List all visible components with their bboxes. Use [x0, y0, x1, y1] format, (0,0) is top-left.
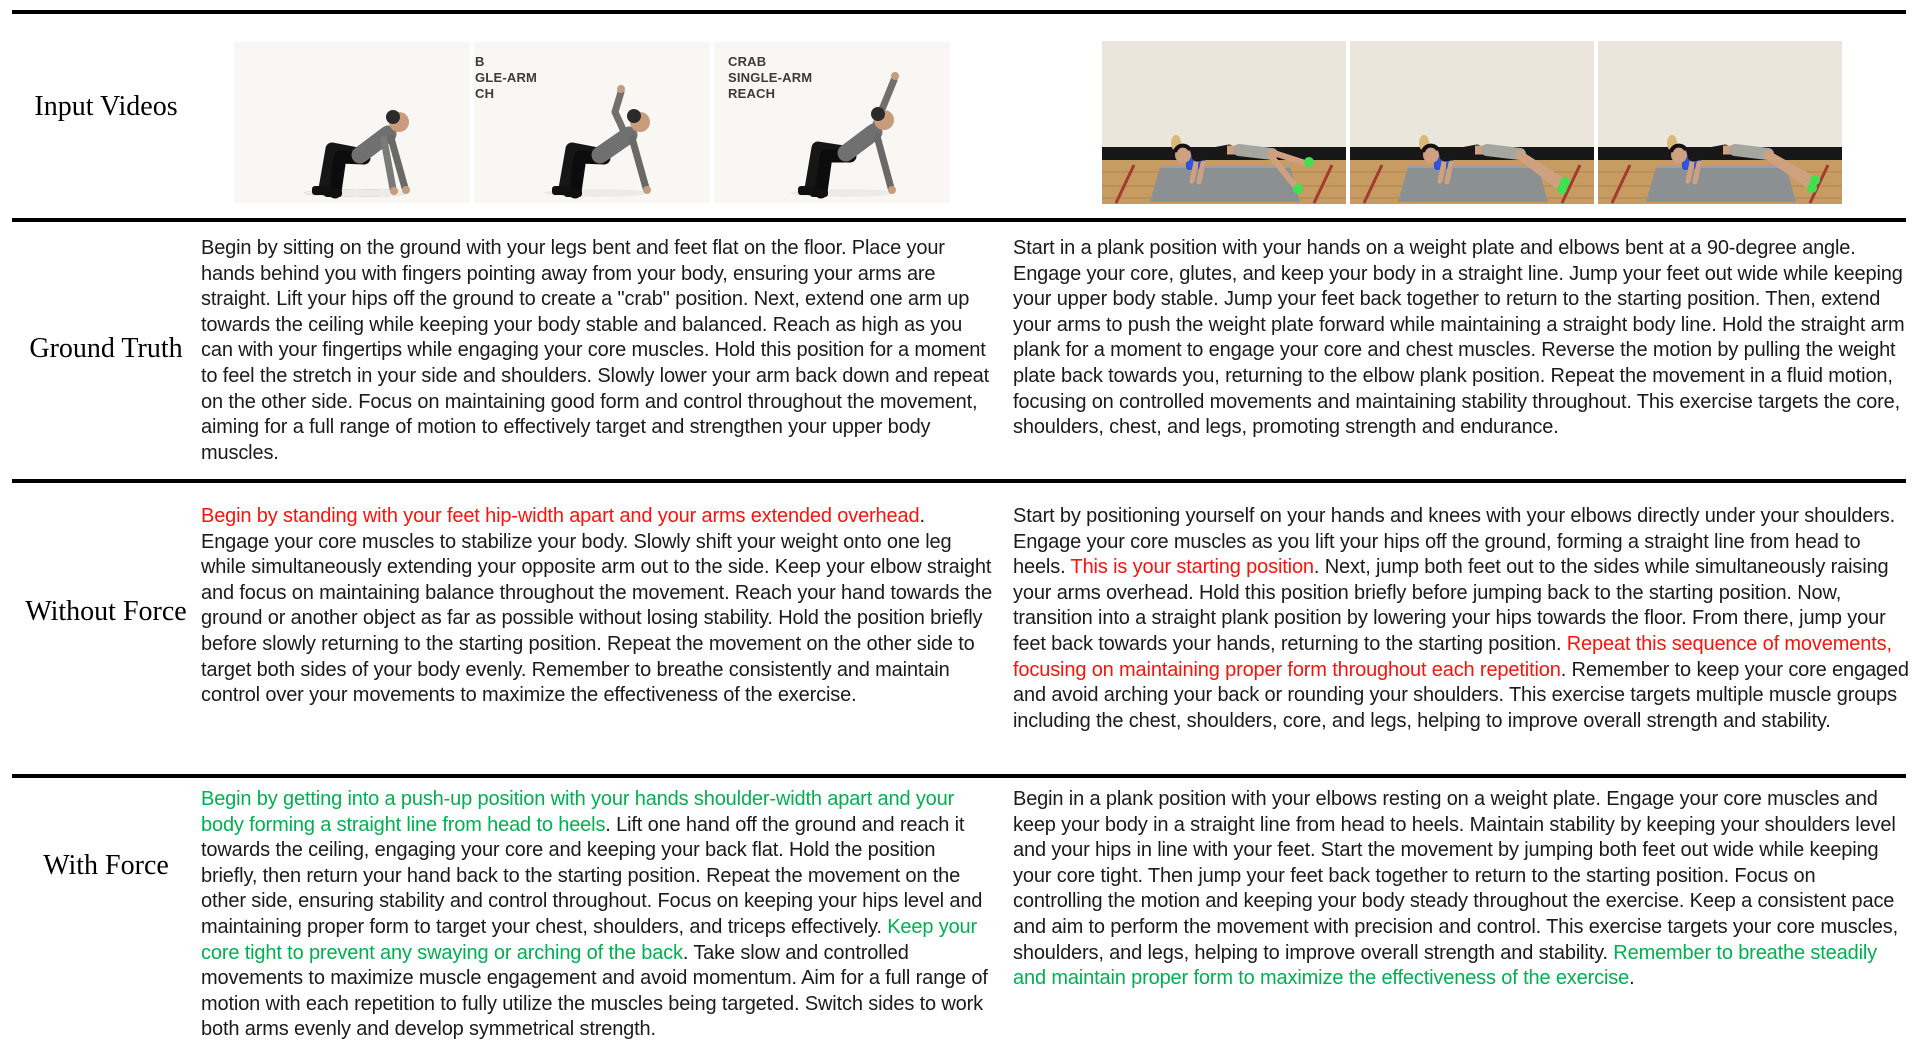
video-frame-label-line: GLE-ARM — [475, 70, 538, 85]
rule-below-ground-truth — [12, 479, 1906, 483]
text-segment: . Next, jump both feet out to the sides while simultaneously raising your arms overhead. Hold this position briefly before jumping back to the starting position. Now, transition into a straight plank position by lowering your hips towards the floor. From there, jump your feet back towards your hands, returning to the starting position. — [1013, 556, 1889, 655]
description-with-force-right — [1013, 787, 1910, 992]
rule-top — [12, 10, 1906, 14]
text-segment: Start in a plank position with your hands on a weight plate and elbows bent at a 90-degree angle. Engage your core, glutes, and keep your body in a straight line. Jump your feet out wide while keeping your upper body stable. Jump your feet back together to return to the starting position. Then, extend your arms to push the weight plate forward while maintaining a straight body line. Hold the straight arm plank for a moment to engage your core and chest muscles. Reverse the motion by pulling the weight plate back towards you, returning to the elbow plank position. Repeat the movement in a fluid motion, focusing on controlled movements and maintaining stability throughout. This exercise targets the core, shoulders, chest, and legs, promoting strength and endurance. — [1013, 237, 1905, 439]
text-segment: . — [1629, 967, 1635, 990]
video-frame-label — [728, 54, 812, 102]
video-frame-label-line: CH — [475, 86, 495, 101]
text-segment: Start by positioning yourself on your hands and knees with your elbows directly under your shoulders. Engage your core muscles as you lift your hips off the ground, forming a straight line from head to heels. — [1013, 505, 1896, 579]
row-label-with-force: With Force — [43, 850, 169, 881]
video-frame-label-line: B — [475, 54, 485, 69]
row-label-ground-truth: Ground Truth — [29, 333, 183, 364]
crab-video-frame-3 — [714, 42, 950, 203]
description-ground-truth-left — [201, 236, 996, 466]
text-segment: . Lift one hand off the ground and reach it towards the ceiling, engaging your core and keeping your back flat. Hold the position briefly, then return your hand back to the starting position. Repeat the movement on the other side, ensuring stability and control throughout. Focus on keeping your hips level and maintaining proper form to target your chest, shoulders, and triceps effectively. — [201, 813, 983, 938]
video-frame-label — [475, 54, 537, 102]
text-segment-red: Repeat this sequence of movements, focusing on maintaining proper form throughout each repetition — [1013, 632, 1892, 681]
description-ground-truth-right — [1013, 236, 1910, 441]
video-frame-label-line: SINGLE-ARM — [728, 70, 813, 85]
row-label-input-videos: Input Videos — [34, 91, 178, 122]
text-segment-red: This is your starting position — [1070, 556, 1314, 579]
text-segment-green: Keep your core tight to prevent any swaying or arching of the back — [201, 915, 978, 964]
gym-plank-scene-legs-together — [1350, 41, 1594, 204]
crab-figure-pose-down — [234, 42, 470, 203]
video-frame-label-line: CRAB — [728, 54, 767, 69]
plank-video-frame-1 — [1102, 41, 1346, 204]
crab-video-frame-2 — [474, 42, 710, 203]
plank-video-frame-3 — [1598, 41, 1842, 204]
text-segment-green: Remember to breathe steadily and maintain proper form to maximize the effectiveness of the exercise — [1013, 941, 1878, 990]
rule-below-input-videos — [12, 218, 1906, 222]
crab-video-frame-1 — [234, 42, 470, 203]
text-segment-red: Begin by standing with your feet hip-width apart and your arms extended overhead — [201, 505, 920, 527]
description-without-force-left — [201, 504, 996, 709]
text-segment: . Engage your core muscles to stabilize your body. Slowly shift your weight onto one leg while simultaneously extending your opposite arm out to the side. Keep your elbow straight and focus on maintaining balance throughout the movement. Reach your hand towards the ground or another object as far as possible without losing stability. Hold the position briefly before slowly returning to the starting position. Repeat the movement on the other side to target both sides of your body evenly. Remember to breathe consistently and maintain control over your movements to maximize the effectiveness of the exercise. — [201, 505, 993, 707]
text-segment: . Remember to keep your core engaged and avoid arching your back or rounding your shoulders. This exercise targets multiple muscle groups including the chest, shoulders, core, and legs, helping to improve overall strength and stability. — [1013, 658, 1909, 732]
plank-video-frame-2 — [1350, 41, 1594, 204]
text-segment-green: Begin by getting into a push-up position with your hands shoulder-width apart and your body forming a straight line from head to heels — [201, 788, 955, 836]
text-segment: . Take slow and controlled movements to maximize muscle engagement and avoid momentum. Aim for a full range of motion with each repetition to fully utilize the muscles being targeted. Switch sides to work both arms evenly and develop symmetrical strength. — [201, 941, 988, 1041]
row-label-without-force: Without Force — [25, 596, 187, 627]
text-segment: Begin in a plank position with your elbows resting on a weight plate. Engage your core muscles and keep your body in a straight line from head to heels. Maintain stability by keeping your shoulders level and your hips in line with your feet. Start the movement by jumping both feet out wide while keeping your core tight. Then jump your feet back together to return to the starting position. Focus on controlling the motion and keeping your body steady throughout the exercise. Keep a consistent pace and aim to perform the movement with precision and control. This exercise targets your core muscles, shoulders, and legs, helping to improve overall strength and stability. — [1013, 788, 1899, 964]
gym-plank-scene-legs-apart — [1102, 41, 1346, 204]
description-without-force-right — [1013, 504, 1910, 734]
video-frame-label-line: REACH — [728, 86, 776, 101]
text-segment: Begin by sitting on the ground with your legs bent and feet flat on the floor. Place your hands behind you with fingers pointing away from your body, ensuring your arms are straight. Lift your hips off the ground to create a "crab" position. Next, extend one arm up towards the ceiling while keeping your body stable and balanced. Reach as high as you can with your fingertips while engaging your core muscles. Hold this position for a moment to feel the stretch in your side and shoulders. Slowly lower your arm back down and repeat on the other side. Focus on maintaining good form and control throughout the movement, aiming for a full range of motion to effectively target and strengthen your upper body muscles. — [201, 237, 990, 464]
gym-plank-scene-hold — [1598, 41, 1842, 204]
description-with-force-left — [201, 787, 996, 1043]
rule-below-without-force — [12, 774, 1906, 778]
